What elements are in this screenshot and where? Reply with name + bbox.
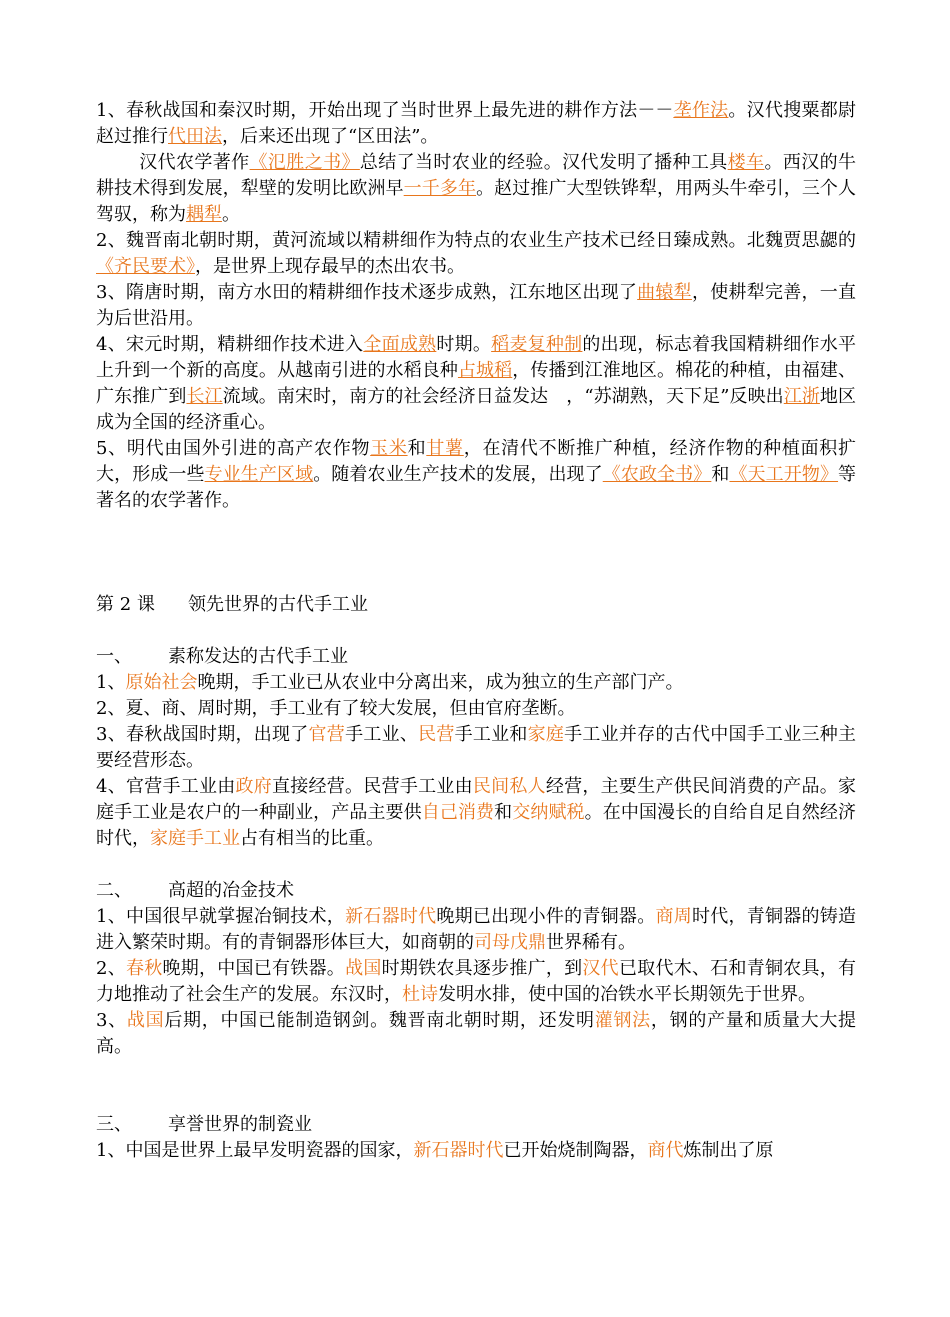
text: 2、 (96, 958, 126, 979)
text: ，在清代不断推广种植，经济作物的种植面积扩大，形成一些 (96, 438, 857, 485)
text: 和 (494, 802, 513, 823)
para-a3 (96, 722, 856, 774)
text: 经营，主要生产供民间消费的产品。家庭手工业是农户的一种副业，产品主要供 (96, 776, 857, 823)
lesson-title (96, 592, 856, 618)
text: 2、魏晋南北朝时期，黄河流域以精耕细作为特点的农业生产技术已经日臻成熟。北魏贾思勰的 (96, 230, 856, 251)
text: 总结了当时农业的经验。汉代发明了播种工具 (359, 152, 728, 173)
spacer (96, 618, 856, 644)
section-heading-a (96, 644, 856, 670)
text: 已取代木、石和青铜农具，有力地推动了社会生产的发展。东汉时， (96, 958, 857, 1005)
keyword-link[interactable]: 稻麦复种制 (491, 334, 583, 355)
para-a2 (96, 696, 856, 722)
text: ，后来还出现了“区田法”。 (222, 126, 439, 147)
text: 5、明代由国外引进的高产农作物 (96, 438, 371, 459)
text: 手工业和 (454, 724, 528, 745)
text: 4、官营手工业由 (96, 776, 236, 797)
keyword: 原始社会 (125, 672, 198, 693)
text: 和 (711, 464, 730, 485)
text: 晚期已出现小件的青铜器。 (436, 906, 656, 927)
text: 直接经营。民营手工业由 (272, 776, 473, 797)
text: 已开始烧制陶器， (503, 1140, 648, 1161)
keyword: 交纳赋税 (512, 802, 585, 823)
keyword: 商周 (655, 906, 692, 927)
keyword-link[interactable]: 占城稻 (457, 360, 513, 381)
text: 后期，中国已能制造钢剑。魏晋南北朝时期，还发明 (164, 1010, 595, 1031)
text: 1、春秋战国和秦汉时期，开始出现了当时世界上最先进的耕作方法－－ (96, 100, 674, 121)
section-heading-c (96, 1112, 856, 1138)
keyword: 家庭手工业 (150, 828, 240, 849)
para-sui-tang (96, 280, 856, 332)
text: 。在中国漫长的自给自足自然经济时代， (96, 802, 857, 849)
text: 3、春秋战国时期，出现了 (96, 724, 309, 745)
para-song-yuan (96, 332, 856, 436)
para-b3 (96, 1008, 856, 1060)
keyword: 民营 (418, 724, 455, 745)
text: 和 (407, 438, 427, 459)
keyword: 商代 (647, 1140, 684, 1161)
spacer (96, 1060, 856, 1112)
text: 地区成为全国的经济重心。 (96, 386, 857, 433)
keyword: 战国 (345, 958, 382, 979)
section-title: 享誉世界的制瓷业 (168, 1114, 312, 1135)
text: 4、宋元时期，精耕细作技术进入 (96, 334, 364, 355)
keyword: 官营 (308, 724, 346, 745)
text: 时代，青铜器的铸造进入繁荣时期。有的青铜器形体巨大，如商朝的 (96, 906, 857, 953)
spacer (96, 514, 856, 592)
keyword-link[interactable]: 代田法 (168, 126, 222, 147)
para-farming-qin-han (96, 98, 856, 150)
text: 汉代农学著作 (139, 152, 250, 173)
keyword: 自己消费 (421, 802, 495, 823)
text: 占有相当的比重。 (240, 828, 384, 849)
text: ，传播到江淮地区。棉花的种植，由福建、广东推广到 (96, 360, 857, 407)
spacer (96, 852, 856, 878)
text: 3、 (96, 1010, 127, 1031)
keyword-link[interactable]: 《天工开物》 (729, 464, 839, 485)
keyword: 新石器时代 (345, 906, 437, 927)
section-title: 素称发达的古代手工业 (168, 646, 348, 667)
text: 1、中国很早就掌握冶铜技术， (96, 906, 346, 927)
para-b2 (96, 956, 856, 1008)
section-number: 三、 (96, 1114, 132, 1135)
keyword-link[interactable]: 江浙 (783, 386, 820, 407)
text: 。 (222, 204, 240, 225)
text: 发明水排，使中国的冶铁水平长期领先于世界。 (438, 984, 816, 1005)
text: 3、隋唐时期，南方水田的精耕细作技术逐步成熟，江东地区出现了 (96, 282, 638, 303)
text: 。赵过推广大型铁铧犁，用两头牛牵引，三个人驾驭，称为 (96, 178, 857, 225)
keyword-link[interactable]: 一千多年 (403, 178, 477, 199)
para-c1 (96, 1138, 856, 1164)
text: 1、中国是世界上最早发明瓷器的国家， (96, 1140, 414, 1161)
document-page (96, 98, 856, 1164)
keyword-link[interactable]: 长江 (186, 386, 223, 407)
text: 炼制出了原 (683, 1140, 774, 1161)
keyword: 司母戊鼎 (474, 932, 546, 953)
keyword-link[interactable]: 《齐民要术》 (96, 256, 195, 277)
para-wei-jin (96, 228, 856, 280)
keyword-link[interactable]: 耦犁 (186, 204, 222, 225)
para-a1 (96, 670, 856, 696)
lesson-number: 第 2 课 (96, 594, 155, 615)
text: 2、夏、商、周时期，手工业有了较大发展，但由官府垄断。 (96, 698, 576, 719)
text: 时期铁农具逐步推广，到 (381, 958, 583, 979)
keyword: 新石器时代 (413, 1140, 504, 1161)
keyword-link[interactable]: 垄作法 (673, 100, 729, 121)
text: 。西汉的牛耕技术得到发展，犁壁的发明比欧洲早 (96, 152, 857, 199)
lesson-name: 领先世界的古代手工业 (188, 594, 368, 615)
para-a4 (96, 774, 856, 852)
text: 时期。 (436, 334, 492, 355)
text: 1、 (96, 672, 126, 693)
keyword-link[interactable]: 《农政全书》 (602, 464, 712, 485)
text: 手工业、 (345, 724, 419, 745)
text: 世界稀有。 (546, 932, 636, 953)
keyword: 家庭 (527, 724, 565, 745)
text: ，钢的产量和质量大大提高。 (96, 1010, 857, 1057)
text: ，是世界上现存最早的杰出农书。 (195, 256, 465, 277)
para-han-agronomy (96, 150, 856, 228)
keyword-link[interactable]: 甘薯 (426, 438, 464, 459)
text: 等著名的农学著作。 (96, 464, 857, 511)
keyword: 政府 (235, 776, 273, 797)
text: 。汉代搜粟都尉赵过推行 (96, 100, 857, 147)
keyword-link[interactable]: 专业生产区域 (204, 464, 314, 485)
text: 晚期，手工业已从农业中分离出来，成为独立的生产部门产。 (197, 672, 684, 693)
keyword: 民间私人 (472, 776, 546, 797)
keyword-link[interactable]: 全面成熟 (363, 334, 437, 355)
keyword: 杜诗 (402, 984, 438, 1005)
text: ，使耕犁完善，一直为后世沿用。 (96, 282, 857, 329)
keyword: 春秋 (125, 958, 163, 979)
keyword: 战国 (126, 1010, 165, 1031)
text: 晚期，中国已有铁器。 (162, 958, 346, 979)
section-title: 高超的冶金技术 (168, 880, 294, 901)
para-b1 (96, 904, 856, 956)
keyword-link[interactable]: 曲辕犁 (637, 282, 692, 303)
keyword: 灌钢法 (594, 1010, 651, 1031)
section-heading-b (96, 878, 856, 904)
text: 的出现，标志着我国精耕细作水平上升到一个新的高度。从越南引进的水稻良种 (96, 334, 857, 381)
para-ming-qing (96, 436, 856, 514)
text: 。随着农业生产技术的发展，出现了 (313, 464, 603, 485)
section-number: 一、 (96, 646, 132, 667)
text: 手工业并存的古代中国手工业三种主要经营形态。 (96, 724, 857, 771)
keyword-link[interactable]: 玉米 (370, 438, 408, 459)
keyword-link[interactable]: 楼车 (727, 152, 765, 173)
keyword: 汉代 (582, 958, 619, 979)
section-number: 二、 (96, 880, 132, 901)
keyword-link[interactable]: 《氾胜之书》 (249, 152, 360, 173)
text: 流域。南宋时，南方的社会经济日益发达 ，“苏湖熟，天下足”反映出 (222, 386, 784, 407)
